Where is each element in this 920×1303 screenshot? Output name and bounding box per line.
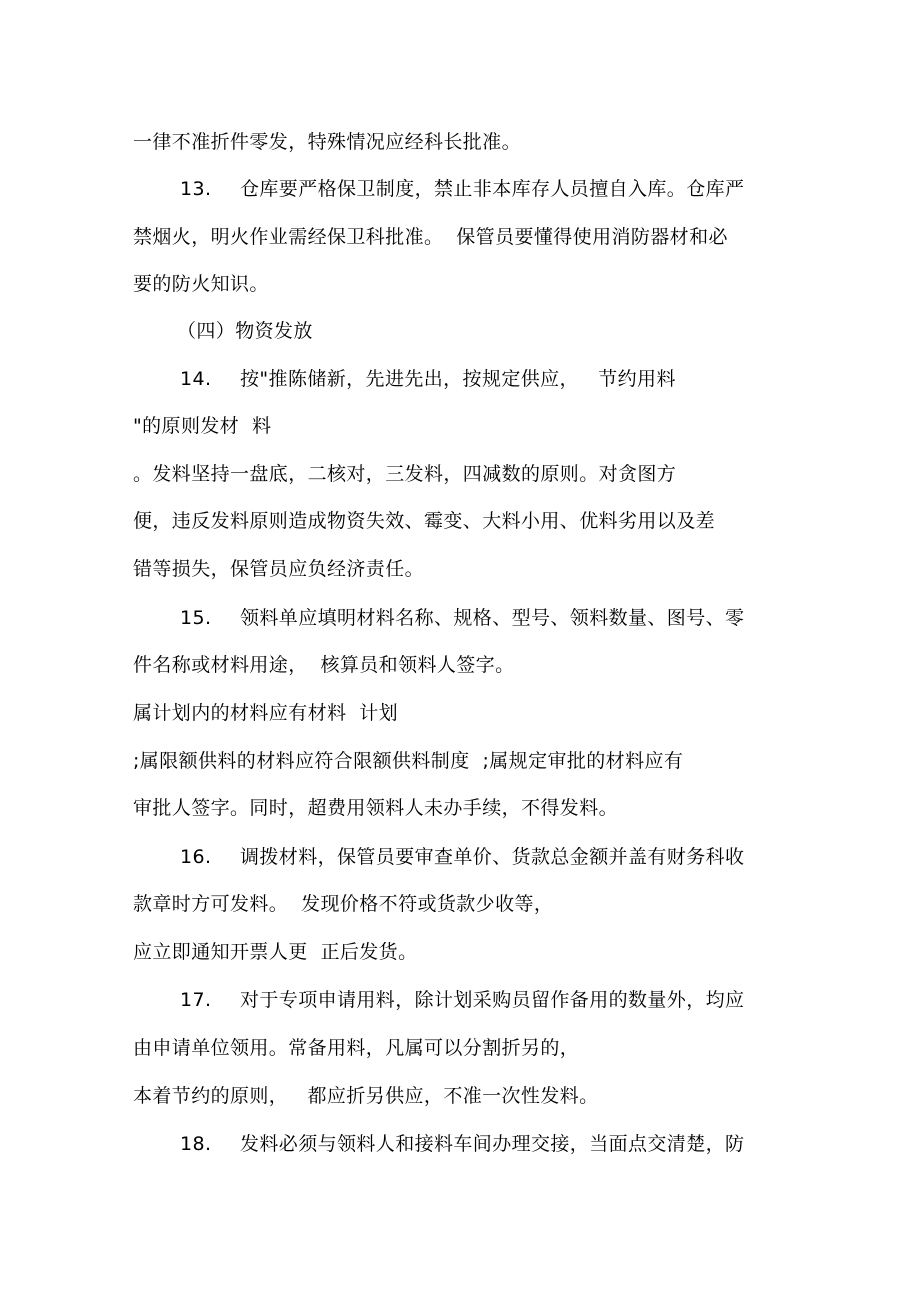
line-text: 按"推陈储新，先进先出，按规定供应， 节约用料	[240, 368, 676, 390]
numbered-line	[180, 367, 676, 391]
text-line: "的原则发材 料	[133, 415, 272, 437]
numbered-line	[180, 177, 744, 201]
numbered-line	[180, 1132, 744, 1156]
numbered-line	[180, 606, 744, 630]
line-text: 仓库要严格保卫制度，禁止非本库存人员擅自入库。仓库严	[240, 178, 745, 200]
text-line: 禁烟火，明火作业需经保卫科批准。 保管员要懂得使用消防器材和必	[133, 226, 728, 248]
item-number: 14.	[180, 368, 212, 390]
text-line: 审批人签字。同时，超费用领料人未办手续，不得发料。	[133, 797, 619, 819]
item-number: 17.	[180, 989, 212, 1011]
numbered-line	[180, 988, 744, 1012]
text-line: 本着节约的原则， 都应折另供应，不准一次性发料。	[133, 1085, 599, 1107]
item-number: 15.	[180, 607, 212, 629]
section-heading: （四）物资发放	[177, 320, 313, 342]
line-text: 领料单应填明材料名称、规格、型号、领料数量、图号、零	[240, 607, 745, 629]
line-text: 对于专项申请用料，除计划采购员留作备用的数量外，均应	[240, 989, 745, 1011]
text-line: ;属限额供料的材料应符合限额供料制度 ;属规定审批的材料应有	[133, 750, 684, 772]
numbered-line	[180, 845, 744, 869]
text-line: 一律不准折件零发，特殊情况应经科长批准。	[133, 131, 522, 153]
text-line: 便，违反发料原则造成物资失效、霉变、大料小用、优料劣用以及差	[133, 510, 716, 532]
text-line: 款章时方可发料。 发现价格不符或货款少收等，	[133, 893, 554, 915]
text-line: 应立即通知开票人更 正后发货。	[133, 941, 418, 963]
text-line: 要的防火知识。	[133, 273, 269, 295]
item-number: 18.	[180, 1133, 212, 1155]
line-text: 发料必须与领料人和接料车间办理交接，当面点交清楚，防	[240, 1133, 745, 1155]
item-number: 16.	[180, 846, 212, 868]
text-line: 错等损失，保管员应负经济责任。	[133, 558, 425, 580]
text-line: 由申请单位领用。常备用料，凡属可以分割折另的，	[133, 1037, 580, 1059]
line-text: 调拨材料，保管员要审查单价、货款总金额并盖有财务科收	[240, 846, 745, 868]
item-number: 13.	[180, 178, 212, 200]
text-line: 。发料坚持一盘底，二核对，三发料，四减数的原则。对贪图方	[133, 463, 677, 485]
text-line: 属计划内的材料应有材料 计划	[133, 702, 399, 724]
text-line: 件名称或材料用途， 核算员和领料人签字。	[133, 654, 515, 676]
